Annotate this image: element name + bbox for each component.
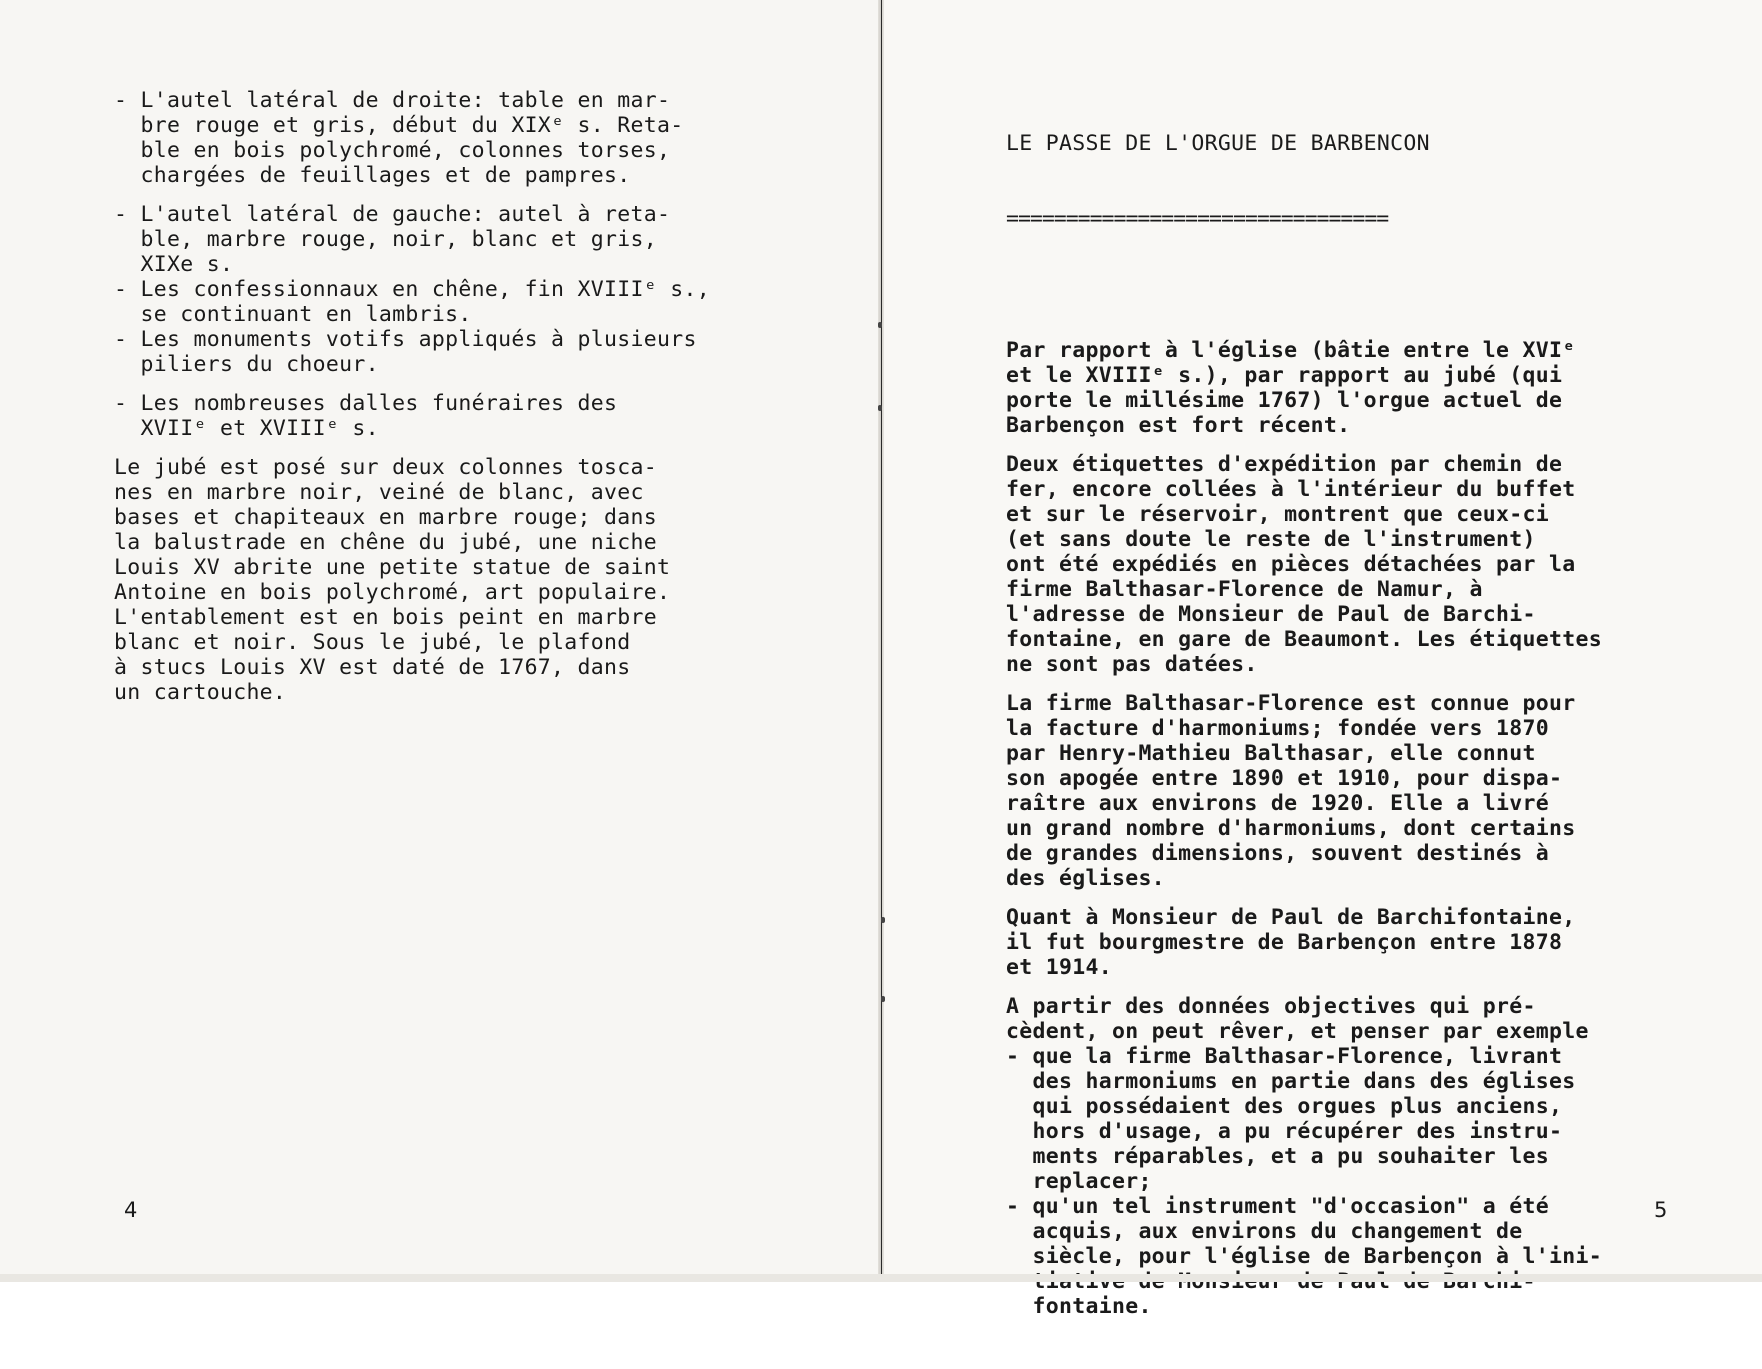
text-line: la facture d'harmoniums; fondée vers 1870 bbox=[1006, 716, 1550, 741]
title-underline: ================================ bbox=[1006, 206, 1389, 231]
text-line: bre rouge et gris, début du XIXᵉ s. Reta- bbox=[114, 113, 684, 138]
text-line: chargées de feuillages et de pampres. bbox=[114, 163, 631, 188]
text-line: Quant à Monsieur de Paul de Barchifontaine, bbox=[1006, 905, 1576, 930]
text-line: et sur le réservoir, montrent que ceux-ci bbox=[1006, 502, 1550, 527]
text-line: La firme Balthasar-Florence est connue pour bbox=[1006, 691, 1576, 716]
text-line: ble, marbre rouge, noir, blanc et gris, bbox=[114, 227, 658, 252]
text-line: de grandes dimensions, souvent destinés à bbox=[1006, 841, 1550, 866]
text-line: ments réparables, et a pu souhaiter les bbox=[1006, 1144, 1550, 1169]
paragraph-gap bbox=[1006, 891, 1602, 905]
text-line: Deux étiquettes d'expédition par chemin de bbox=[1006, 452, 1563, 477]
paragraph-gap bbox=[1006, 980, 1602, 994]
page-bottom-edge bbox=[0, 1274, 1762, 1282]
text-line: - L'autel latéral de gauche: autel à reta- bbox=[114, 202, 671, 227]
text-line: A partir des données objectives qui pré- bbox=[1006, 994, 1536, 1019]
text-line: un grand nombre d'harmoniums, dont certains bbox=[1006, 816, 1576, 841]
text-line: XVIIᵉ et XVIIIᵉ s. bbox=[114, 416, 379, 441]
text-line: Louis XV abrite une petite statue de saint bbox=[114, 555, 671, 580]
text-line: des églises. bbox=[1006, 866, 1165, 891]
paragraph-gap bbox=[114, 441, 710, 455]
text-line: XIXe s. bbox=[114, 252, 234, 277]
text-line: des harmoniums en partie dans des églises bbox=[1006, 1069, 1576, 1094]
paragraph-gap bbox=[1006, 677, 1602, 691]
text-line: et le XVIIIᵉ s.), par rapport au jubé (qui bbox=[1006, 363, 1563, 388]
text-line: hors d'usage, a pu récupérer des instru- bbox=[1006, 1119, 1563, 1144]
print-speck bbox=[881, 996, 885, 1002]
text-line: se continuant en lambris. bbox=[114, 302, 472, 327]
right-page bbox=[884, 0, 1762, 1319]
text-line: L'entablement est en bois peint en marbre bbox=[114, 605, 658, 630]
print-speck bbox=[878, 405, 882, 411]
print-speck bbox=[878, 322, 882, 328]
left-page-text bbox=[114, 88, 710, 705]
text-line: piliers du choeur. bbox=[114, 352, 379, 377]
title-gap bbox=[1006, 274, 1602, 288]
paragraph-gap bbox=[1006, 438, 1602, 452]
left-page bbox=[0, 0, 878, 1282]
text-line: - L'autel latéral de droite: table en mar- bbox=[114, 88, 671, 113]
text-line: replacer; bbox=[1006, 1169, 1152, 1194]
paragraph-gap bbox=[114, 188, 710, 202]
text-line: - Les monuments votifs appliqués à plusieurs bbox=[114, 327, 697, 352]
text-line: siècle, pour l'église de Barbençon à l'ini- bbox=[1006, 1244, 1602, 1269]
text-line: l'adresse de Monsieur de Paul de Barchi- bbox=[1006, 602, 1536, 627]
left-page-number: 4 bbox=[124, 1198, 138, 1222]
text-line: Barbençon est fort récent. bbox=[1006, 413, 1351, 438]
fold-line bbox=[881, 0, 882, 1282]
text-line: Antoine en bois polychromé, art populaire. bbox=[114, 580, 671, 605]
text-line: - qu'un tel instrument "d'occasion" a été bbox=[1006, 1194, 1550, 1219]
text-line: raître aux environs de 1920. Elle a livré bbox=[1006, 791, 1550, 816]
text-line: ont été expédiés en pièces détachées par la bbox=[1006, 552, 1576, 577]
text-line: ble en bois polychromé, colonnes torses, bbox=[114, 138, 671, 163]
print-speck bbox=[881, 917, 885, 923]
text-line: fontaine. bbox=[1006, 1294, 1152, 1319]
section-title: LE PASSE DE L'ORGUE DE BARBENCON bbox=[1006, 131, 1430, 156]
text-line: nes en marbre noir, veiné de blanc, avec bbox=[114, 480, 644, 505]
text-line: à stucs Louis XV est daté de 1767, dans bbox=[114, 655, 631, 680]
text-line: blanc et noir. Sous le jubé, le plafond bbox=[114, 630, 631, 655]
text-line: un cartouche. bbox=[114, 680, 287, 705]
text-line: et 1914. bbox=[1006, 955, 1112, 980]
text-line: qui possédaient des orgues plus anciens, bbox=[1006, 1094, 1563, 1119]
text-line: ne sont pas datées. bbox=[1006, 652, 1258, 677]
paragraph-gap bbox=[114, 377, 710, 391]
right-page-number: 5 bbox=[1654, 1198, 1668, 1222]
text-line: firme Balthasar-Florence de Namur, à bbox=[1006, 577, 1483, 602]
text-line: - Les confessionnaux en chêne, fin XVIIIᵉ s., bbox=[114, 277, 710, 302]
text-line: la balustrade en chêne du jubé, une niche bbox=[114, 530, 658, 555]
text-line: (et sans doute le reste de l'instrument) bbox=[1006, 527, 1536, 552]
text-line: par Henry-Mathieu Balthasar, elle connut bbox=[1006, 741, 1536, 766]
text-line: cèdent, on peut rêver, et penser par exemple bbox=[1006, 1019, 1589, 1044]
text-line: fer, encore collées à l'intérieur du buffet bbox=[1006, 477, 1576, 502]
text-line: il fut bourgmestre de Barbençon entre 1878 bbox=[1006, 930, 1563, 955]
text-line: son apogée entre 1890 et 1910, pour dispa- bbox=[1006, 766, 1563, 791]
right-page-body bbox=[1006, 338, 1602, 1319]
text-line: Le jubé est posé sur deux colonnes tosca- bbox=[114, 455, 658, 480]
text-line: fontaine, en gare de Beaumont. Les étiquettes bbox=[1006, 627, 1602, 652]
text-line: Par rapport à l'église (bâtie entre le XVIᵉ bbox=[1006, 338, 1576, 363]
text-line: porte le millésime 1767) l'orgue actuel de bbox=[1006, 388, 1563, 413]
text-line: - Les nombreuses dalles funéraires des bbox=[114, 391, 618, 416]
text-line: - que la firme Balthasar-Florence, livrant bbox=[1006, 1044, 1563, 1069]
text-line: acquis, aux environs du changement de bbox=[1006, 1219, 1523, 1244]
text-line: bases et chapiteaux en marbre rouge; dans bbox=[114, 505, 658, 530]
right-page-text bbox=[1006, 81, 1602, 1369]
